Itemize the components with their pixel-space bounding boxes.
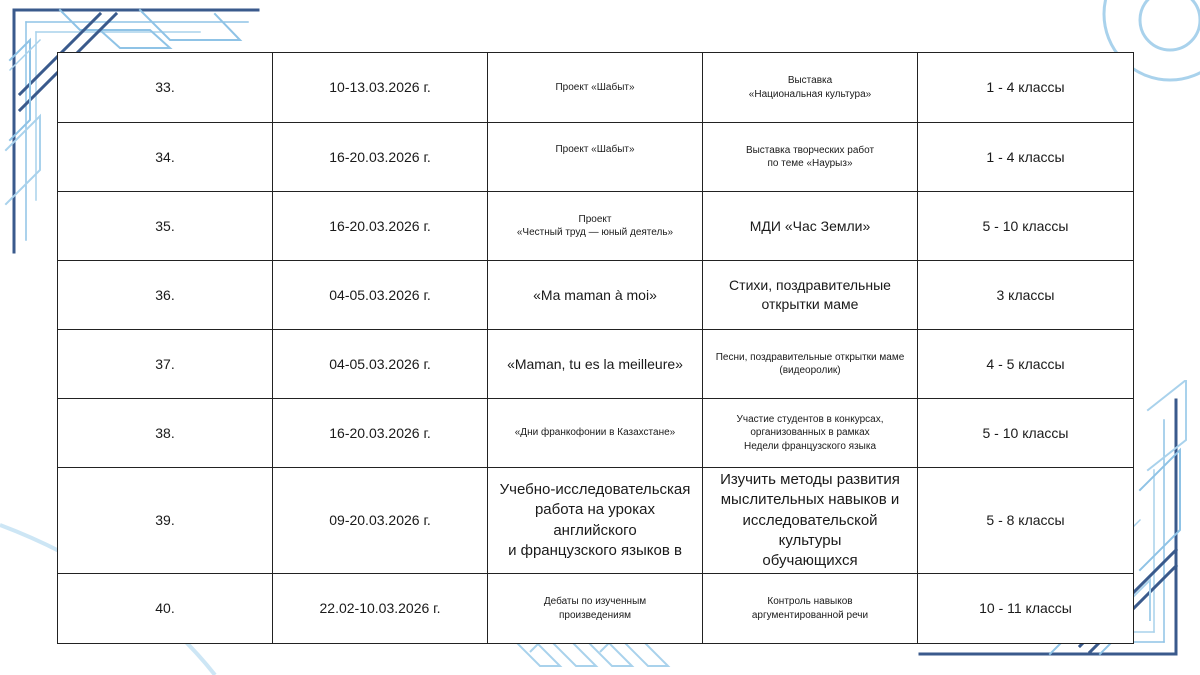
row-number: 35. bbox=[58, 192, 273, 261]
target-classes: 5 - 10 классы bbox=[918, 192, 1134, 261]
event-title: «Maman, tu es la meilleure» bbox=[488, 330, 703, 399]
table-row bbox=[58, 399, 1134, 468]
event-format: Стихи, поздравительные открытки маме bbox=[703, 261, 918, 330]
event-date: 04-05.03.2026 г. bbox=[273, 330, 488, 399]
event-format: МДИ «Час Земли» bbox=[703, 192, 918, 261]
event-format: Контроль навыков аргументированной речи bbox=[703, 574, 918, 644]
event-date: 09-20.03.2026 г. bbox=[273, 468, 488, 574]
row-number: 40. bbox=[58, 574, 273, 644]
table-row bbox=[58, 468, 1134, 574]
target-classes: 10 - 11 классы bbox=[918, 574, 1134, 644]
table-row bbox=[58, 261, 1134, 330]
target-classes: 1 - 4 классы bbox=[918, 123, 1134, 192]
table-row bbox=[58, 53, 1134, 123]
event-title: «Дни франкофонии в Казахстане» bbox=[488, 399, 703, 468]
table-row bbox=[58, 192, 1134, 261]
target-classes: 5 - 8 классы bbox=[918, 468, 1134, 574]
event-format: Выставка творческих работ по теме «Наурыз» bbox=[703, 123, 918, 192]
event-date: 04-05.03.2026 г. bbox=[273, 261, 488, 330]
event-title: «Ma maman à moi» bbox=[488, 261, 703, 330]
row-number: 38. bbox=[58, 399, 273, 468]
row-number: 39. bbox=[58, 468, 273, 574]
target-classes: 3 классы bbox=[918, 261, 1134, 330]
event-date: 16-20.03.2026 г. bbox=[273, 123, 488, 192]
row-number: 36. bbox=[58, 261, 273, 330]
row-number: 37. bbox=[58, 330, 273, 399]
row-number: 34. bbox=[58, 123, 273, 192]
event-format: Участие студентов в конкурсах, организованных в рамках Недели французского языка bbox=[703, 399, 918, 468]
event-format: Изучить методы развития мыслительных навыков и исследовательской культуры обучающихся bbox=[703, 468, 918, 574]
event-title: Учебно-исследовательская работа на уроках английского и французского языков в bbox=[488, 468, 703, 574]
target-classes: 5 - 10 классы bbox=[918, 399, 1134, 468]
table-row bbox=[58, 574, 1134, 644]
event-format: Песни, поздравительные открытки маме (видеоролик) bbox=[703, 330, 918, 399]
table-row bbox=[58, 123, 1134, 192]
event-date: 16-20.03.2026 г. bbox=[273, 192, 488, 261]
target-classes: 1 - 4 классы bbox=[918, 53, 1134, 123]
event-date: 22.02-10.03.2026 г. bbox=[273, 574, 488, 644]
event-title: Проект «Шабыт» bbox=[488, 123, 703, 192]
target-classes: 4 - 5 классы bbox=[918, 330, 1134, 399]
event-format: Выставка «Национальная культура» bbox=[703, 53, 918, 123]
event-title: Проект «Шабыт» bbox=[488, 53, 703, 123]
row-number: 33. bbox=[58, 53, 273, 123]
event-date: 10-13.03.2026 г. bbox=[273, 53, 488, 123]
event-title: Проект «Честный труд — юный деятель» bbox=[488, 192, 703, 261]
event-date: 16-20.03.2026 г. bbox=[273, 399, 488, 468]
event-title: Дебаты по изученным произведениям bbox=[488, 574, 703, 644]
events-schedule-table bbox=[57, 52, 1134, 644]
table-row bbox=[58, 330, 1134, 399]
